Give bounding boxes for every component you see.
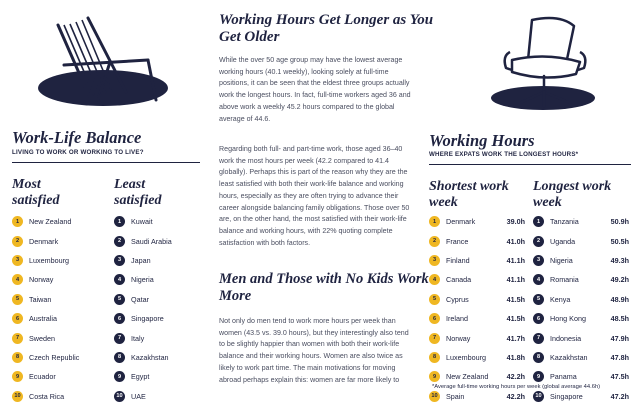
list-item (12, 251, 108, 270)
longest-work-week-list (533, 212, 629, 406)
list-item (429, 348, 525, 367)
country-name: Nigeria (550, 255, 573, 265)
hours-value: 42.2h (506, 372, 525, 382)
country-name: Hong Kong (550, 314, 586, 324)
rank-badge: 1 (429, 216, 440, 227)
shortest-work-week-list (429, 212, 525, 406)
country-name: Spain (446, 391, 465, 401)
hours-value: 47.2h (610, 391, 629, 401)
list-item (114, 212, 210, 231)
country-name: New Zealand (446, 372, 489, 382)
rank-badge: 10 (12, 391, 23, 402)
country-name: Uganda (550, 236, 576, 246)
rank-badge: 4 (12, 274, 23, 285)
country-name: Ireland (446, 314, 468, 324)
country-name: New Zealand (29, 217, 72, 227)
list-item (12, 290, 108, 309)
rank-badge: 2 (429, 236, 440, 247)
country-name: Nigeria (131, 275, 154, 285)
list-item (533, 290, 629, 309)
divider (12, 162, 200, 163)
list-item (114, 231, 210, 250)
hours-value: 47.8h (610, 352, 629, 362)
list-item (533, 251, 629, 270)
list-item (429, 328, 525, 347)
country-name: Kazakhstan (131, 352, 169, 362)
country-name: Ecuador (29, 372, 56, 382)
rank-badge: 4 (429, 274, 440, 285)
country-name: Japan (131, 255, 151, 265)
rank-badge: 8 (12, 352, 23, 363)
work-life-balance-subtitle: LIVING TO WORK OR WORKING TO LIVE? (12, 149, 144, 156)
work-life-balance-title: Work-Life Balance (12, 128, 142, 147)
rank-badge: 3 (12, 255, 23, 266)
rank-badge: 2 (114, 236, 125, 247)
country-name: Luxembourg (29, 255, 69, 265)
rank-badge: 1 (533, 216, 544, 227)
country-name: Cyprus (446, 294, 469, 304)
rank-badge: 7 (533, 333, 544, 344)
least-satisfied-list (114, 212, 210, 406)
country-name: Norway (29, 275, 54, 285)
rank-badge: 3 (533, 255, 544, 266)
hours-value: 41.7h (506, 333, 525, 343)
country-name: Czech Republic (29, 352, 80, 362)
rank-badge: 5 (429, 294, 440, 305)
office-chair-icon (488, 12, 598, 112)
rank-badge: 3 (114, 255, 125, 266)
country-name: Australia (29, 314, 57, 324)
body-paragraph-3: Not only do men tend to work more hours per week than women (43.5 vs. 39.0 hours), but they interestingly also tend to be slightly happier than women with both their work-life balance and their working hours. Women are also twice as likely to work part time. The main motivations for moving abroad perhaps explain this: women are far more likely to (219, 317, 409, 384)
country-name: Denmark (29, 236, 59, 246)
country-name: Romania (550, 275, 579, 285)
working-hours-subtitle: WHERE EXPATS WORK THE LONGEST HOURS* (429, 151, 579, 158)
country-name: Costa Rica (29, 391, 65, 401)
rank-badge: 4 (533, 274, 544, 285)
list-item (12, 309, 108, 328)
list-item (114, 270, 210, 289)
list-item (114, 290, 210, 309)
country-name: Kazakhstan (550, 352, 588, 362)
least-satisfied-header: Least satisfied (114, 177, 162, 208)
country-name: Canada (446, 275, 472, 285)
country-name: Kuwait (131, 217, 153, 227)
list-item (533, 212, 629, 231)
deck-chair-icon (28, 10, 178, 110)
list-item (12, 212, 108, 231)
country-name: Taiwan (29, 294, 52, 304)
list-item (12, 367, 108, 386)
country-name: Denmark (446, 217, 476, 227)
hours-value: 41.1h (506, 275, 525, 285)
rank-badge: 9 (114, 371, 125, 382)
hours-value: 49.3h (610, 255, 629, 265)
country-name: Singapore (131, 314, 164, 324)
list-item (429, 309, 525, 328)
rank-badge: 6 (12, 313, 23, 324)
country-name: Saudi Arabia (131, 236, 172, 246)
body-paragraph-2: Regarding both full- and part-time work, those aged 36–40 work the most hours per week (42.2 compared to 41.4 globally). Perhaps this is part of the reason why they are the least satisfied with both their work-life balance and working hours, especially as they are often trying to advance their career alongside balancing family obligations. Those over 50 are, on the other hand, the most satisfied with their work-life balance and working hours, with 22% quoting complete satisfaction with both factors. (219, 145, 410, 247)
rank-badge: 10 (114, 391, 125, 402)
hours-value: 47.5h (610, 372, 629, 382)
list-item (114, 309, 210, 328)
rank-badge: 10 (429, 391, 440, 402)
hours-value: 41.5h (506, 314, 525, 324)
rank-badge: 5 (533, 294, 544, 305)
rank-badge: 6 (533, 313, 544, 324)
country-name: Singapore (550, 391, 583, 401)
hours-value: 47.9h (610, 333, 629, 343)
country-name: Norway (446, 333, 471, 343)
country-name: UAE (131, 391, 146, 401)
list-item (12, 270, 108, 289)
hours-value: 50.5h (610, 236, 629, 246)
rank-badge: 6 (429, 313, 440, 324)
longest-work-week-header: Longest work week (533, 179, 612, 210)
country-name: Italy (131, 333, 145, 343)
country-name: France (446, 236, 469, 246)
rank-badge: 7 (429, 333, 440, 344)
rank-badge: 10 (533, 391, 544, 402)
list-item (114, 348, 210, 367)
hours-value: 42.2h (506, 391, 525, 401)
most-satisfied-header: Most satisfied (12, 177, 60, 208)
rank-badge: 6 (114, 313, 125, 324)
hours-value: 41.1h (506, 255, 525, 265)
divider (429, 164, 631, 165)
most-satisfied-list (12, 212, 108, 406)
country-name: Kenya (550, 294, 571, 304)
rank-badge: 1 (12, 216, 23, 227)
list-item (429, 231, 525, 250)
list-item (429, 270, 525, 289)
rank-badge: 7 (114, 333, 125, 344)
rank-badge: 2 (533, 236, 544, 247)
list-item (114, 251, 210, 270)
list-item (12, 231, 108, 250)
list-item (114, 328, 210, 347)
list-item (533, 328, 629, 347)
rank-badge: 8 (533, 352, 544, 363)
rank-badge: 5 (114, 294, 125, 305)
hours-value: 39.0h (506, 217, 525, 227)
country-name: Panama (550, 372, 577, 382)
list-item (429, 212, 525, 231)
rank-badge: 3 (429, 255, 440, 266)
country-name: Egypt (131, 372, 150, 382)
country-name: Tanzania (550, 217, 579, 227)
list-item (533, 348, 629, 367)
list-item (533, 231, 629, 250)
rank-badge: 5 (12, 294, 23, 305)
rank-badge: 4 (114, 274, 125, 285)
rank-badge: 1 (114, 216, 125, 227)
list-item (533, 309, 629, 328)
shortest-work-week-header: Shortest work week (429, 179, 509, 210)
rank-badge: 8 (429, 352, 440, 363)
hours-value: 48.9h (610, 294, 629, 304)
list-item (12, 348, 108, 367)
rank-badge: 8 (114, 352, 125, 363)
hours-value: 41.5h (506, 294, 525, 304)
country-name: Sweden (29, 333, 55, 343)
body-paragraph-1: While the over 50 age group may have the lowest average working hours (40.1 weekly), looking solely at full-time positions, it can be seen that the eldest three groups actually work the longest hours. In fact, full-time workers aged 36 and above work a weekly 45.2 hours compared to the global average of 44.6. (219, 56, 411, 123)
rank-badge: 9 (429, 371, 440, 382)
list-item (533, 270, 629, 289)
rank-badge: 9 (533, 371, 544, 382)
rank-badge: 2 (12, 236, 23, 247)
list-item (12, 328, 108, 347)
men-no-kids-heading: Men and Those with No Kids Work More (219, 271, 429, 304)
list-item (429, 251, 525, 270)
working-hours-title: Working Hours (429, 131, 535, 150)
country-name: Indonesia (550, 333, 582, 343)
working-hours-older-heading: Working Hours Get Longer as You Get Older (219, 12, 434, 45)
list-item (429, 290, 525, 309)
hours-value: 41.0h (506, 236, 525, 246)
list-item (114, 367, 210, 386)
rank-badge: 7 (12, 333, 23, 344)
hours-value: 48.5h (610, 314, 629, 324)
rank-badge: 9 (12, 371, 23, 382)
country-name: Finland (446, 255, 470, 265)
country-name: Luxembourg (446, 352, 486, 362)
country-name: Qatar (131, 294, 149, 304)
footnote: *Average full-time working hours per week (global average 44.6h) (432, 384, 601, 390)
hours-value: 49.2h (610, 275, 629, 285)
hours-value: 41.8h (506, 352, 525, 362)
hours-value: 50.9h (610, 217, 629, 227)
